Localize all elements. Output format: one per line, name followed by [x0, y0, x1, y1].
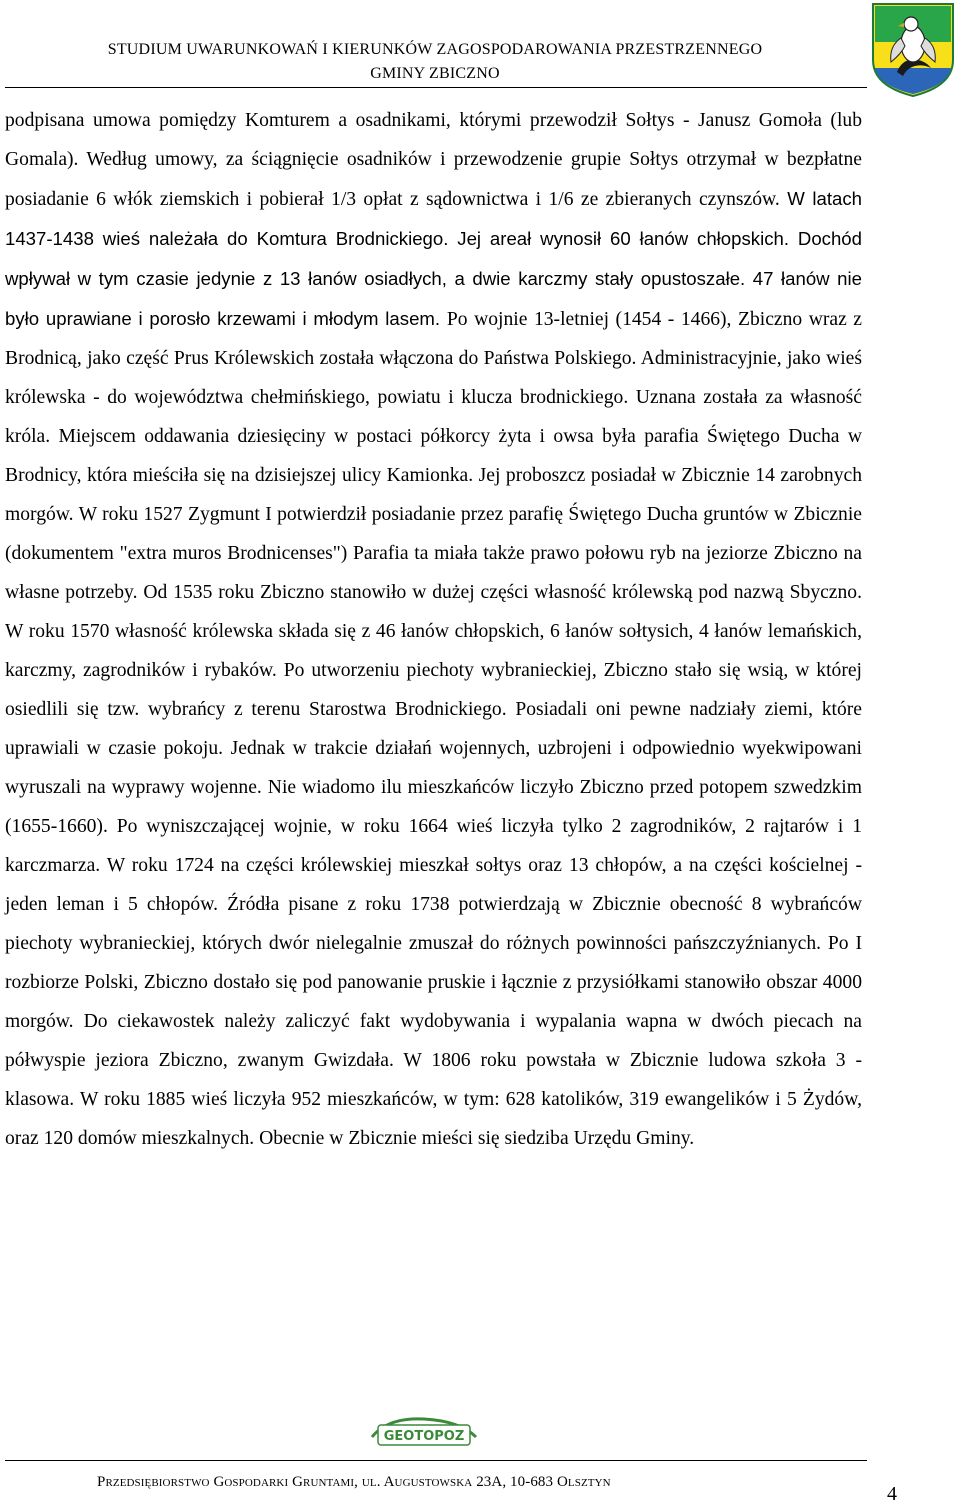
footer-divider — [5, 1460, 867, 1461]
footer-address — [97, 1474, 611, 1491]
body-paragraph — [5, 101, 862, 1158]
header-title-line1: STUDIUM UWARUNKOWAŃ I KIERUNKÓW ZAGOSPODAROWANIA PRZESTRZENNEGO — [107, 41, 763, 58]
header-divider — [5, 87, 867, 88]
paragraph-part-2: W latach 1437-1438 wieś należała do Komtura Brodnickiego. Jej areał wynosił 60 łanów chłopskich. Dochód wpływał w tym czasie jedynie z 13 łanów osiadłych, a dwie karczmy stały opustoszałe. 47 łanów nie było uprawiane i porosło krzewami i młodym lasem. — [5, 188, 862, 329]
paragraph-part-1: podpisana umowa pomiędzy Komturem a osadnikami, którymi przewodził Sołtys - Janusz Gomoła (lub Gomala). Według umowy, za ściągnięcie osadników i przewodzenie grupie Sołtys otrzymał w bezpłatne posiadanie 6 włók ziemskich i pobierał 1/3 opłat z sądownictwa i 1/6 ze zbieranych czynszów. — [5, 110, 862, 210]
logo-text: GEOTOPOZ — [383, 1429, 465, 1444]
footer-company: Przedsiębiorstwo Gospodarki Gruntami, ul. Augustowska 23A, 10-683 Olsztyn — [97, 1474, 611, 1490]
geotopoz-logo-icon — [368, 1411, 480, 1451]
eagle-crest-icon — [871, 2, 955, 98]
paragraph-part-3: Po wojnie 13-letniej (1454 - 1466), Zbiczno wraz z Brodnicą, jako część Prus Królewskich została włączona do Państwa Polskiego. Administracyjnie, jako wieś królewska - do województwa chełmińskiego, powiatu i klucza brodnickiego. Uznana została za własność króla. Miejscem oddawania dziesięciny w postaci półkorcy żyta i owsa była parafia Świętego Ducha w Brodnicy, która mieściła się na dzisiejszej ulicy Kamionka. Jej proboszcz posiadał w Zbicznie 14 zarobnych morgów. W roku 1527 Zygmunt I potwierdził posiadanie przez parafię Świętego Ducha gruntów w Zbicznie (dokumentem "extra muros Brodnicenses") Parafia ta miała także prawo połowu ryb na jeziorze Zbiczno na własne potrzeby. Od 1535 roku Zbiczno stanowiło w dużej części własność królewską pod nazwą Sbyczno. W roku 1570 własność królewska składa się z 46 łanów chłopskich, 6 łanów sołtysich, 4 łanów lemańskich, karczmy, zagrodników i rybaków. Po utworzeniu piechoty wybranieckiej, Zbiczno stało się wsią, w której osiedlili się tzw. wybrańcy z terenu Starostwa Brodnickiego. Posiadali oni pewne nadziały ziemi, które uprawiali w czasie pokoju. Jednak w trakcie działań wojennych, uzbrojeni i odpowiednio wyekwipowani wyruszali na wyprawy wojenne. Nie wiadomo ilu mieszkańców liczyło Zbiczno przed potopem szwedzkim (1655-1660). Po wyniszczającej wojnie, w roku 1664 wieś liczyła tylko 2 zagrodników, 2 rajtarów i 1 karczmarza. W roku 1724 na części królewskiej mieszkał sołtys oraz 13 chłopów, a na części kościelnej - jeden leman i 5 chłopów. Źródła pisane z roku 1738 potwierdzają w Zbicznie obecność 8 wybrańców piechoty wybranieckiej, których dwór nielegalnie zmuszał do różnych powinności pańszczyźnianych. Po I rozbiorze Polski, Zbiczno dostało się pod panowanie pruskie i łącznie z przysiółkami stanowiło obszar 4000 morgów. Do ciekawostek należy zaliczyć fakt wydobywania i wypalania wapna w dwóch piecach na półwyspie jeziora Zbiczno, zwanym Gwizdała. W 1806 roku powstała w Zbicznie ludowa szkoła 3 - klasowa. W roku 1885 wieś liczyła 952 mieszkańców, w tym: 628 katolików, 319 ewangelików i 5 Żydów, oraz 120 domów mieszkalnych. Obecnie w Zbicznie mieści się siedziba Urzędu Gminy. — [5, 309, 862, 1149]
document-header — [0, 38, 870, 86]
page-number: 4 — [887, 1483, 897, 1505]
header-title-line2: GMINY ZBICZNO — [370, 65, 500, 82]
